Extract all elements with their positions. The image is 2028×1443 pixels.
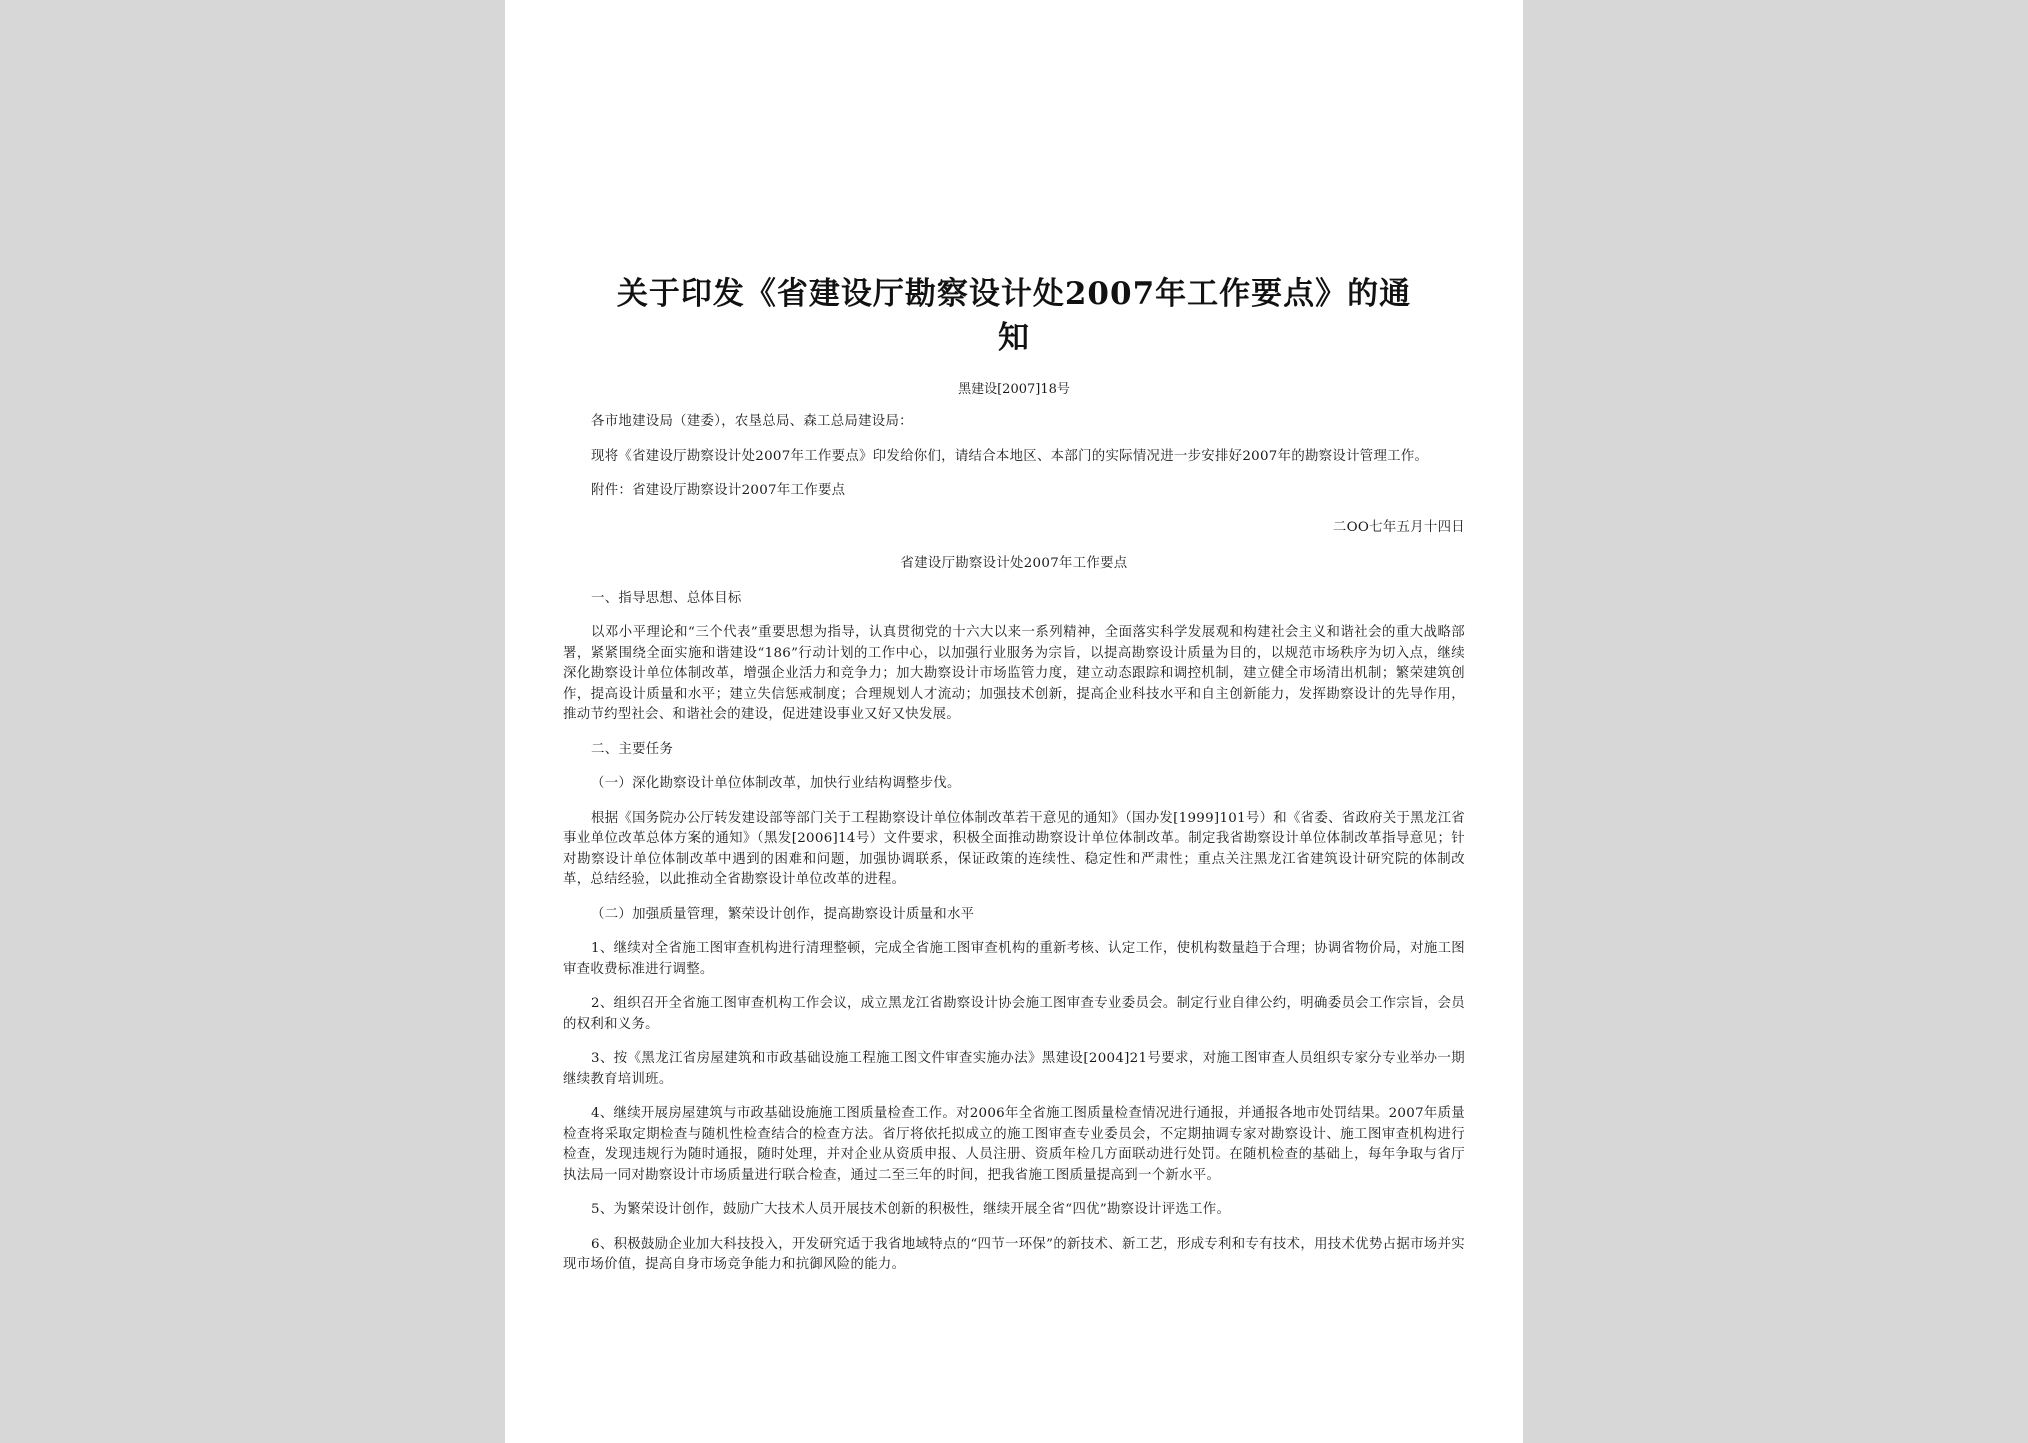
subsection-1-body: 根据《国务院办公厅转发建设部等部门关于工程勘察设计单位体制改革若干意见的通知》（国办发[1999]101号）和《省委、省政府关于黑龙江省事业单位改革总体方案的通知》（黑发[2006]14号）文件要求，积极全面推动勘察设计单位体制改革。制定我省勘察设计单位体制改革指导意见；针对勘察设计单位体制改革中遇到的困难和问题，加强协调联系，保证政策的连续性、稳定性和严肃性；重点关注黑龙江省建筑设计研究院的体制改革，总结经验，以此推动全省勘察设计单位改革的进程。 [563, 810, 1465, 887]
section-2-heading: 二、主要任务 [591, 741, 674, 757]
document-page [505, 0, 1523, 1443]
list-item-1: 1、继续对全省施工图审查机构进行清理整顿，完成全省施工图审查机构的重新考核、认定工作，使机构数量趋于合理；协调省物价局，对施工图审查收费标准进行调整。 [563, 941, 1465, 977]
list-item-3: 3、按《黑龙江省房屋建筑和市政基础设施工程施工图文件审查实施办法》黑建设[2004]21号要求，对施工图审查人员组织专家分专业举办一期继续教育培训班。 [563, 1051, 1465, 1087]
list-item-4: 4、继续开展房屋建筑与市政基础设施施工图质量检查工作。对2006年全省施工图质量检查情况进行通报，并通报各地市处罚结果。2007年质量检查将采取定期检查与随机性检查结合的检查方法。省厅将依托拟成立的施工图审查专业委员会，不定期抽调专家对勘察设计、施工图审查机构进行检查，发现违规行为随时通报，随时处理，并对企业从资质申报、人员注册、资质年检几方面联动进行处罚。在随机检查的基础上，每年争取与省厅执法局一同对勘察设计市场质量进行联合检查，通过二至三年的时间，把我省施工图质量提高到一个新水平。 [563, 1106, 1465, 1183]
list-item-2: 2、组织召开全省施工图审查机构工作会议，成立黑龙江省勘察设计协会施工图审查专业委员会。制定行业自律公约，明确委员会工作宗旨，会员的权利和义务。 [563, 996, 1465, 1032]
intro-paragraph: 现将《省建设厅勘察设计处2007年工作要点》印发给你们，请结合本地区、本部门的实际情况进一步安排好2007年的勘察设计管理工作。 [591, 448, 1429, 464]
attachment-title: 省建设厅勘察设计处2007年工作要点 [900, 556, 1128, 571]
addressee: 各市地建设局（建委），农垦总局、森工总局建设局： [591, 414, 913, 429]
section-1-heading: 一、指导思想、总体目标 [591, 590, 742, 606]
title-line-2: 知 [998, 320, 1030, 356]
issue-date: 二OO七年五月十四日 [1332, 519, 1465, 535]
document-title [563, 272, 1465, 360]
subsection-1-heading: （一）深化勘察设计单位体制改革，加快行业结构调整步伐。 [591, 776, 961, 791]
subsection-2-heading: （二）加强质量管理，繁荣设计创作，提高勘察设计质量和水平 [591, 906, 975, 922]
list-item-5: 5、为繁荣设计创作，鼓励广大技术人员开展技术创新的积极性，继续开展全省“四优”勘察设计评选工作。 [591, 1202, 1231, 1217]
attachment-line: 附件：省建设厅勘察设计2007年工作要点 [591, 483, 846, 498]
list-item-6: 6、积极鼓励企业加大科技投入，开发研究适于我省地域特点的“四节一环保”的新技术、新工艺，形成专利和专有技术，用技术优势占据市场并实现市场价值，提高自身市场竞争能力和抗御风险的能力。 [563, 1236, 1465, 1272]
section-1-body: 以邓小平理论和“三个代表”重要思想为指导，认真贯彻党的十六大以来一系列精神，全面落实科学发展观和构建社会主义和谐社会的重大战略部署，紧紧围绕全面实施和谐建设“186”行动计划的工作中心，以加强行业服务为宗旨，以提高勘察设计质量为目的，以规范市场秩序为切入点，继续深化勘察设计单位体制改革，增强企业活力和竞争力；加大勘察设计市场监管力度，建立动态跟踪和调控机制，建立健全市场清出机制；繁荣建筑创作，提高设计质量和水平；建立失信惩戒制度；合理规划人才流动；加强技术创新，提高企业科技水平和自主创新能力，发挥勘察设计的先导作用，推动节约型社会、和谐社会的建设，促进建设事业又好又快发展。 [563, 625, 1465, 722]
title-line-1: 关于印发《省建设厅勘察设计处2007年工作要点》的通 [616, 276, 1412, 312]
document-number: 黑建设[2007]18号 [958, 382, 1070, 397]
